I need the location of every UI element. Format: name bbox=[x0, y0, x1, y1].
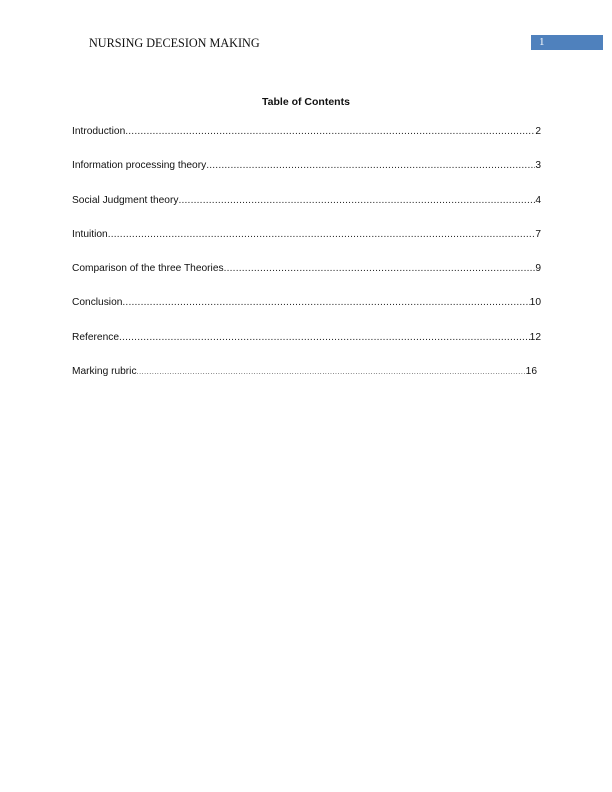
toc-entry-conclusion[interactable] bbox=[72, 297, 541, 331]
toc-entry-page: 12 bbox=[529, 331, 541, 343]
toc-entry-label: Comparison of the three Theories bbox=[72, 263, 224, 275]
toc-entry-comparison[interactable] bbox=[72, 263, 541, 297]
toc-dot-leader bbox=[119, 332, 530, 343]
toc-dot-leader bbox=[206, 160, 535, 171]
toc-entry-label: Intuition bbox=[72, 228, 108, 240]
page-number: 1 bbox=[539, 36, 545, 48]
toc-entry-label: Conclusion bbox=[72, 297, 123, 309]
toc-dot-leader bbox=[125, 126, 535, 137]
table-of-contents bbox=[72, 126, 541, 400]
toc-entry-introduction[interactable] bbox=[72, 126, 541, 160]
toc-dot-leader bbox=[122, 297, 529, 308]
toc-entry-information-processing-theory[interactable] bbox=[72, 160, 541, 194]
toc-entry-label: Reference bbox=[72, 331, 120, 343]
toc-entry-label: Introduction bbox=[72, 126, 126, 137]
toc-entry-page: 16 bbox=[525, 366, 537, 378]
toc-entry-label: Information processing theory bbox=[72, 160, 207, 172]
toc-entry-page: 7 bbox=[535, 228, 541, 240]
toc-entry-intuition[interactable] bbox=[72, 229, 541, 263]
toc-entry-page: 2 bbox=[535, 126, 541, 137]
toc-entry-social-judgment-theory[interactable] bbox=[72, 195, 541, 229]
toc-entry-page: 9 bbox=[535, 263, 541, 275]
toc-dot-leader bbox=[108, 229, 536, 240]
toc-entry-label: Marking rubric bbox=[72, 366, 137, 378]
toc-entry-label: Social Judgment theory bbox=[72, 194, 179, 206]
toc-entry-page: 10 bbox=[529, 297, 541, 309]
toc-entry-page: 4 bbox=[535, 194, 541, 206]
toc-entry-reference[interactable] bbox=[72, 332, 541, 366]
toc-dot-leader bbox=[137, 369, 526, 376]
toc-entry-page: 3 bbox=[535, 160, 541, 172]
toc-dot-leader bbox=[224, 263, 536, 274]
toc-title: Table of Contents bbox=[262, 96, 350, 108]
running-head: NURSING DECESION MAKING bbox=[89, 36, 260, 50]
toc-dot-leader bbox=[178, 195, 535, 206]
page-number-badge bbox=[531, 35, 603, 50]
toc-entry-marking-rubric[interactable] bbox=[72, 366, 537, 400]
